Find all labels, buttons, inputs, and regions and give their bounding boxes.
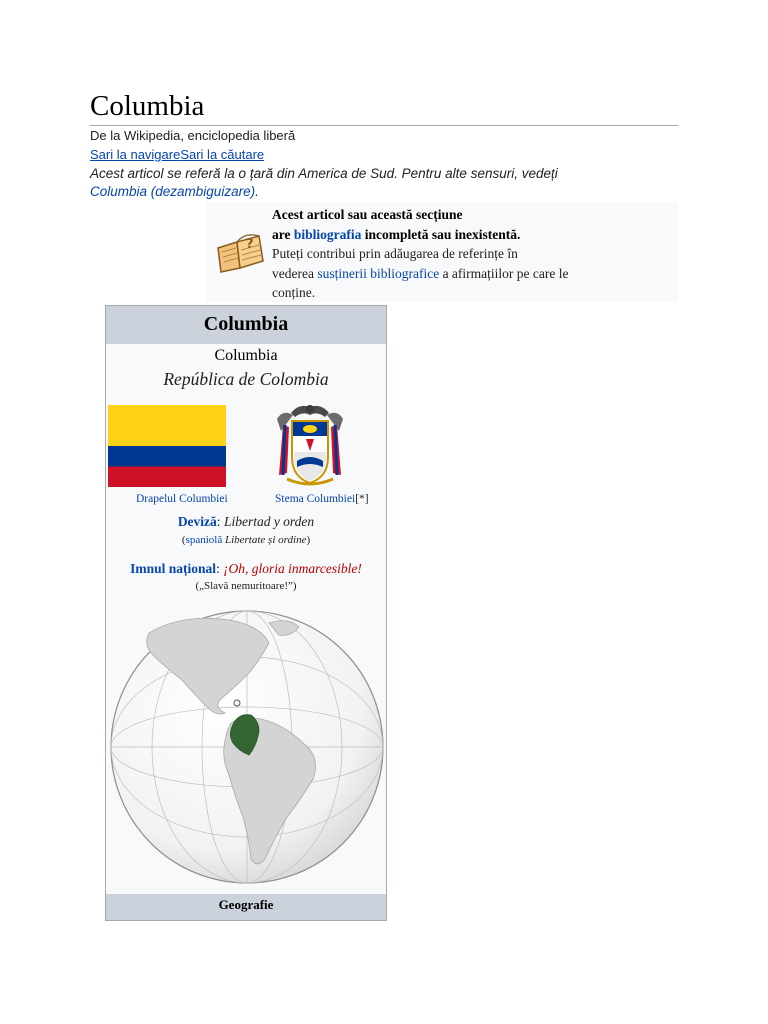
flag-image[interactable] <box>108 405 226 487</box>
title-divider <box>90 125 678 126</box>
notice-line-5: conține. <box>272 285 316 300</box>
skip-to-search-link[interactable]: Sari la căutare <box>180 147 265 162</box>
svg-text:?: ? <box>246 237 254 252</box>
motto-value: Libertad y orden <box>223 514 315 529</box>
flag-caption-link[interactable]: Drapelul Columbiei <box>136 493 228 505</box>
anthem-translation: („Slavă nemuritoare!”) <box>195 580 297 592</box>
anthem-row <box>106 561 386 577</box>
notice-are: are <box>272 226 294 242</box>
anthem-separator: : <box>216 561 224 576</box>
notice-heading: Acest articol sau această secțiune <box>272 207 463 222</box>
hatnote <box>90 165 610 201</box>
notice-incomplete: incompletă sau inexistentă. <box>361 226 521 242</box>
coa-caption-link[interactable]: Stema Columbiei <box>275 493 356 505</box>
infobox <box>105 305 387 921</box>
motto-translation-row: (spaniolă Libertate și ordine) <box>181 534 311 546</box>
anthem-value-link[interactable]: ¡Oh, gloria inmarcesible! <box>223 561 362 576</box>
skip-to-navigation-link[interactable]: Sari la navigare <box>90 147 181 162</box>
citation-notice-box <box>207 202 678 302</box>
disambiguation-link[interactable]: Columbia (dezambiguizare) <box>90 184 256 199</box>
coat-of-arms-image[interactable] <box>273 401 347 489</box>
notice-line-4-post: a afirmațiilor pe care le <box>439 265 569 281</box>
bibliographic-support-link[interactable]: susținerii bibliografice <box>317 265 440 281</box>
notice-line-4-pre: vederea <box>272 265 318 281</box>
infobox-header: Columbia <box>106 306 386 344</box>
country-name: Columbia <box>214 347 278 364</box>
section-geography: Geografie <box>106 894 386 920</box>
site-tagline: De la Wikipedia, enciclopedia liberă <box>90 128 296 143</box>
notice-line-3: Puteți contribui prin adăugarea de referințe în <box>272 246 518 261</box>
page-title: Columbia <box>90 90 205 122</box>
book-question-icon <box>215 228 265 274</box>
native-name: República de Colombia <box>163 369 329 389</box>
motto-row <box>106 514 386 530</box>
hatnote-end: . <box>255 184 259 199</box>
hatnote-text: Acest articol se referă la o țară din America de Sud. Pentru alte sensuri, vedeți <box>90 166 558 181</box>
motto-separator: : <box>216 514 224 529</box>
motto-language-link[interactable]: spaniolă <box>185 534 223 546</box>
notice-text <box>272 205 672 303</box>
motto-label-link[interactable]: Deviză <box>177 514 217 529</box>
skip-links <box>90 147 264 162</box>
orthographic-map-image[interactable] <box>109 603 385 891</box>
bibliography-link[interactable]: bibliografia <box>293 226 362 242</box>
motto-translation: Libertate și ordine <box>224 534 307 546</box>
anthem-label-link[interactable]: Imnul național <box>130 561 217 576</box>
coa-note: [*] <box>355 493 369 505</box>
